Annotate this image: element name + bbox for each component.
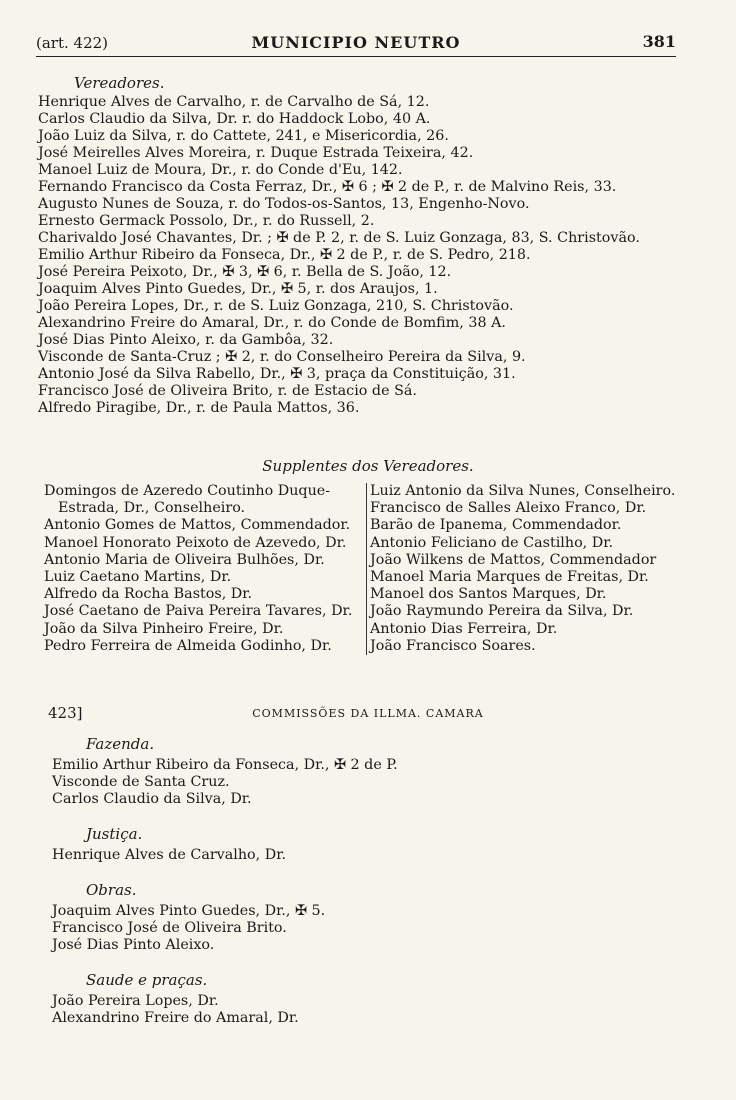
supplentes-left-column bbox=[44, 483, 360, 655]
vereador-entry: Antonio José da Silva Rabello, Dr., ✠ 3, praça da Constituição, 31. bbox=[38, 366, 516, 382]
article-reference: (art. 422) bbox=[36, 34, 109, 52]
vereador-entry: Fernando Francisco da Costa Ferraz, Dr., ✠ 6 ; ✠ 2 de P., r. de Malvino Reis, 33. bbox=[38, 179, 617, 195]
supplente-entry: João da Silva Pinheiro Freire, Dr. bbox=[44, 620, 284, 637]
commission-member: Carlos Claudio da Silva, Dr. bbox=[52, 791, 252, 807]
supplente-entry: Domingos de Azeredo Coutinho Duque- bbox=[44, 483, 331, 499]
supplente-entry: Estrada, Dr., Conselheiro. bbox=[58, 500, 246, 517]
supplente-entry: Manoel Maria Marques de Freitas, Dr. bbox=[370, 569, 649, 586]
commission-title: Obras. bbox=[86, 881, 137, 899]
commission-member: Henrique Alves de Carvalho, Dr. bbox=[52, 847, 287, 863]
vereador-entry: Ernesto Germack Possolo, Dr., r. do Russell, 2. bbox=[38, 213, 375, 229]
vereador-entry: Visconde de Santa-Cruz ; ✠ 2, r. do Conselheiro Pereira da Silva, 9. bbox=[38, 349, 526, 365]
vereador-entry: Charivaldo José Chavantes, Dr. ; ✠ de P. 2, r. de S. Luiz Gonzaga, 83, S. Christovão. bbox=[38, 230, 640, 246]
supplente-entry: Luiz Antonio da Silva Nunes, Conselheiro. bbox=[370, 483, 676, 499]
commission-justica bbox=[52, 826, 652, 864]
vereador-entry: Emilio Arthur Ribeiro da Fonseca, Dr., ✠ 2 de P., r. de S. Pedro, 218. bbox=[38, 247, 531, 263]
vereador-entry: Alexandrino Freire do Amaral, Dr., r. do Conde de Bomfim, 38 A. bbox=[38, 315, 506, 331]
supplente-entry: José Caetano de Paiva Pereira Tavares, Dr. bbox=[44, 603, 353, 620]
vereador-entry: Carlos Claudio da Silva, Dr. r. do Haddock Lobo, 40 A. bbox=[38, 111, 431, 127]
commission-member: Francisco José de Oliveira Brito. bbox=[52, 920, 287, 936]
supplentes-title: Supplentes dos Vereadores. bbox=[262, 457, 474, 475]
page-number: 381 bbox=[642, 32, 676, 51]
article-number: 423] bbox=[48, 704, 83, 722]
commission-obras bbox=[52, 882, 652, 954]
vereadores-list bbox=[38, 94, 718, 417]
vereador-entry: Alfredo Piragibe, Dr., r. de Paula Mattos, 36. bbox=[38, 400, 360, 416]
supplente-entry: Manoel dos Santos Marques, Dr. bbox=[370, 586, 607, 603]
supplente-entry: Alfredo da Rocha Bastos, Dr. bbox=[44, 586, 253, 603]
supplente-entry: Antonio Feliciano de Castilho, Dr. bbox=[370, 534, 614, 551]
running-header bbox=[36, 32, 676, 57]
commission-title: Justiça. bbox=[86, 825, 143, 843]
vereador-entry: João Luiz da Silva, r. do Cattete, 241, e Misericordia, 26. bbox=[38, 128, 449, 144]
supplente-entry: Francisco de Salles Aleixo Franco, Dr. bbox=[370, 500, 647, 517]
vereador-entry: José Dias Pinto Aleixo, r. da Gambôa, 32. bbox=[38, 332, 334, 348]
vereador-entry: Augusto Nunes de Souza, r. do Todos-os-Santos, 13, Engenho-Novo. bbox=[38, 196, 530, 212]
vereadores-title: Vereadores. bbox=[74, 74, 165, 92]
commission-member: José Dias Pinto Aleixo. bbox=[52, 937, 215, 953]
commission-title: Saude e praças. bbox=[86, 971, 208, 989]
supplente-entry: Pedro Ferreira de Almeida Godinho, Dr. bbox=[44, 637, 332, 654]
supplente-entry: Antonio Dias Ferreira, Dr. bbox=[370, 620, 558, 637]
vereador-entry: Joaquim Alves Pinto Guedes, Dr., ✠ 5, r. dos Araujos, 1. bbox=[38, 281, 438, 297]
supplente-entry: Antonio Gomes de Mattos, Commendador. bbox=[44, 517, 351, 534]
supplente-entry: Luiz Caetano Martins, Dr. bbox=[44, 569, 232, 586]
commissoes-heading bbox=[48, 704, 688, 724]
commission-member: Joaquim Alves Pinto Guedes, Dr., ✠ 5. bbox=[52, 903, 326, 919]
commission-saude-pracas bbox=[52, 972, 652, 1027]
vereador-entry: João Pereira Lopes, Dr., r. de S. Luiz Gonzaga, 210, S. Christovão. bbox=[38, 298, 514, 314]
commission-title: Fazenda. bbox=[86, 735, 155, 753]
commission-member: João Pereira Lopes, Dr. bbox=[52, 993, 219, 1009]
supplente-entry: Barão de Ipanema, Commendador. bbox=[370, 517, 622, 534]
vereador-entry: Francisco José de Oliveira Brito, r. de Estacio de Sá. bbox=[38, 383, 417, 399]
supplente-entry: João Francisco Soares. bbox=[370, 637, 536, 654]
vereador-entry: Manoel Luiz de Moura, Dr., r. do Conde d'Eu, 142. bbox=[38, 162, 403, 178]
commission-member: Emilio Arthur Ribeiro da Fonseca, Dr., ✠ 2 de P. bbox=[52, 757, 398, 773]
commissoes-title: COMMISSÕES DA ILLMA. CAMARA bbox=[252, 707, 484, 720]
running-title: MUNICIPIO NEUTRO bbox=[251, 33, 461, 52]
supplente-entry: Manoel Honorato Peixoto de Azevedo, Dr. bbox=[44, 534, 347, 551]
vereador-entry: José Meirelles Alves Moreira, r. Duque Estrada Teixeira, 42. bbox=[38, 145, 474, 161]
commission-member: Alexandrino Freire do Amaral, Dr. bbox=[52, 1010, 299, 1026]
supplente-entry: João Wilkens de Mattos, Commendador bbox=[370, 551, 657, 568]
supplente-entry: Antonio Maria de Oliveira Bulhões, Dr. bbox=[44, 551, 325, 568]
vereador-entry: José Pereira Peixoto, Dr., ✠ 3, ✠ 6, r. Bella de S. João, 12. bbox=[38, 264, 452, 280]
commission-fazenda bbox=[52, 736, 652, 808]
supplente-entry: João Raymundo Pereira da Silva, Dr. bbox=[370, 603, 634, 620]
commission-member: Visconde de Santa Cruz. bbox=[52, 774, 230, 790]
vereador-entry: Henrique Alves de Carvalho, r. de Carvalho de Sá, 12. bbox=[38, 94, 430, 110]
supplentes-right-column bbox=[366, 483, 688, 655]
